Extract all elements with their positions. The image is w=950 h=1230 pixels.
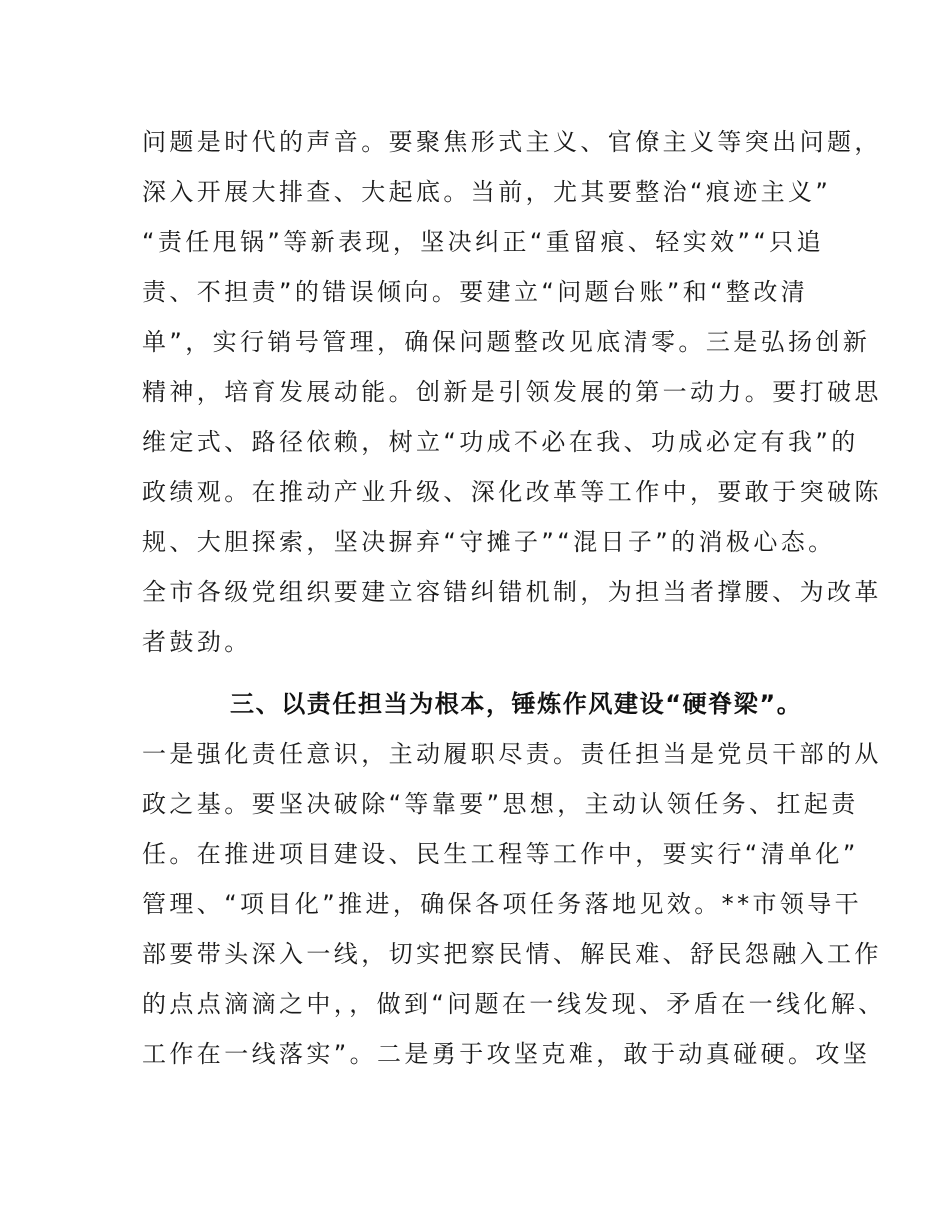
body-text-line: 政之基。要坚决破除“等靠要”思想，主动认领任务、扛起责 (142, 790, 859, 818)
body-text-line: 政绩观。在推动产业升级、深化改革等工作中，要敢于突破陈 (142, 478, 882, 506)
body-text-line: 任。在推进项目建设、民生工程等工作中，要实行“清单化” (142, 840, 859, 868)
body-text-line: 规、大胆探索，坚决摒弃“守摊子”“混日子”的消极心态。 (142, 528, 836, 556)
body-text-line: 单”，实行销号管理，确保问题整改见底清零。三是弘扬创新 (142, 328, 871, 356)
body-text-line: 者鼓劲。 (142, 628, 252, 656)
body-text-line: “责任甩锅”等新表现，坚决纠正“重留痕、轻实效”“只追 (142, 228, 824, 256)
section-heading: 三、以责任担当为根本，锤炼作风建设“硬脊梁”。 (230, 690, 803, 718)
body-text-line: 精神，培育发展动能。创新是引领发展的第一动力。要打破思 (142, 378, 882, 406)
body-text-line: 问题是时代的声音。要聚焦形式主义、官僚主义等突出问题， (142, 128, 882, 156)
body-text-line: 的点点滴滴之中，，做到“问题在一线发现、矛盾在一线化解、 (142, 990, 886, 1018)
body-text-line: 工作在一线落实”。二是勇于攻坚克难，敢于动真碰硬。攻坚 (142, 1040, 871, 1068)
body-text-line: 责、不担责”的错误倾向。要建立“问题台账”和“整改清 (142, 278, 809, 306)
body-text-line: 部要带头深入一线，切实把察民情、解民难、舒民怨融入工作 (142, 940, 882, 968)
body-text-line: 维定式、路径依赖，树立“功成不必在我、功成必定有我”的 (142, 428, 859, 456)
body-text-line: 管理、“项目化”推进，确保各项任务落地见效。**市领导干 (142, 890, 863, 918)
body-text-line: 深入开展大排查、大起底。当前，尤其要整治“痕迹主义” (142, 178, 832, 206)
body-text-line: 全市各级党组织要建立容错纠错机制，为担当者撑腰、为改革 (142, 578, 882, 606)
body-text-line: 一是强化责任意识，主动履职尽责。责任担当是党员干部的从 (142, 740, 882, 768)
